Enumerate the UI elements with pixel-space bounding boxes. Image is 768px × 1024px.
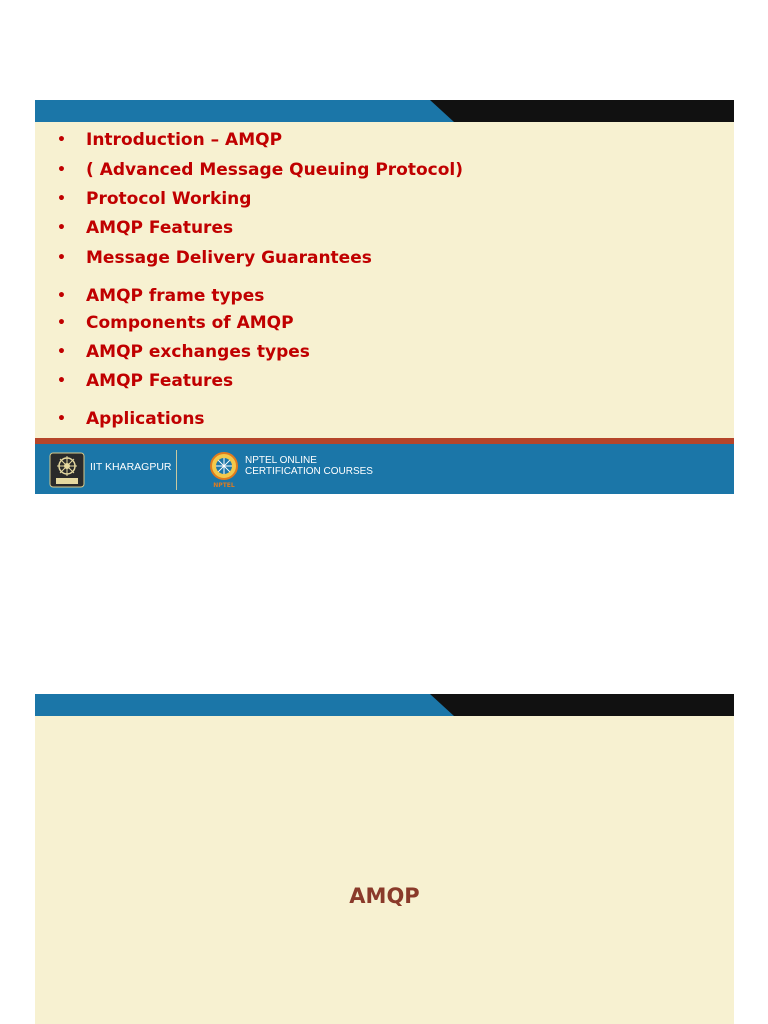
iit-kharagpur-emblem-icon	[49, 452, 85, 488]
bullet-icon: •	[57, 288, 66, 304]
agenda-item: • AMQP exchanges types	[57, 342, 310, 362]
bullet-icon: •	[57, 162, 66, 178]
agenda-item: • AMQP Features	[57, 218, 234, 238]
nptel-label-line2: CERTIFICATION COURSES	[245, 466, 373, 477]
bullet-icon: •	[57, 220, 66, 236]
slide-header-band	[35, 100, 734, 122]
agenda-item: • ( Advanced Message Queuing Protocol)	[57, 160, 464, 180]
agenda-item: • Applications	[57, 409, 205, 429]
agenda-item: • Protocol Working	[57, 189, 252, 209]
agenda-item: • Components of AMQP	[57, 313, 294, 333]
nptel-wheel-logo-icon	[207, 451, 241, 489]
iit-kharagpur-label: IIT KHARAGPUR	[90, 461, 172, 473]
agenda-item: • AMQP frame types	[57, 286, 265, 306]
bullet-icon: •	[57, 315, 66, 331]
bullet-icon: •	[57, 191, 66, 207]
bullet-icon: •	[57, 132, 66, 148]
bullet-icon: •	[57, 250, 66, 266]
agenda-item: • Message Delivery Guarantees	[57, 248, 372, 268]
agenda-item: • Introduction – AMQP	[57, 130, 283, 150]
bullet-icon: •	[57, 373, 66, 389]
bullet-icon: •	[57, 344, 66, 360]
slide-title-text: AMQP	[349, 884, 420, 908]
nptel-label	[245, 455, 373, 477]
footer-divider	[176, 450, 177, 490]
slide-footer	[35, 444, 734, 494]
slide-header-band	[35, 694, 734, 716]
nptel-label-line1: NPTEL ONLINE	[245, 455, 317, 466]
agenda-item: • AMQP Features	[57, 371, 234, 391]
slide-agenda	[35, 100, 734, 494]
slide-title	[35, 694, 734, 1024]
bullet-icon: •	[57, 411, 66, 427]
nptel-logo-text: NPTEL	[213, 482, 235, 489]
